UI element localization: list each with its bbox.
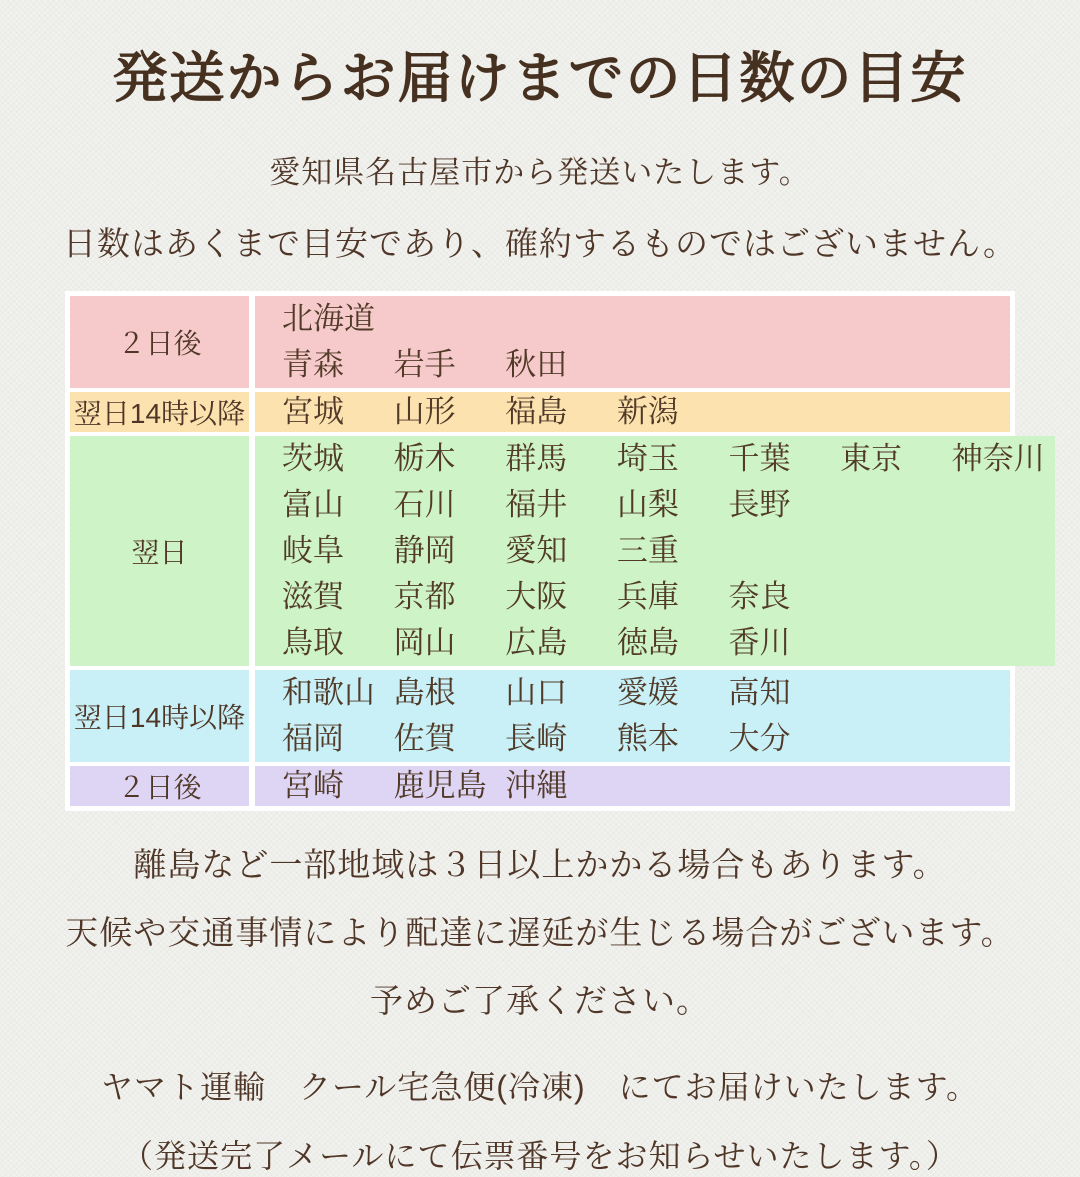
prefecture: 和歌山 [282,675,375,710]
prefecture: 大分 [728,721,791,756]
prefecture-line [282,620,1055,666]
prefecture: 沖縄 [505,768,568,803]
prefecture: 広島 [505,625,568,660]
note-weather-delay: 天候や交通事情により配達に遅延が生じる場合がございます。 [65,914,1015,951]
page-title: 発送からお届けまでの日数の目安 [112,47,968,109]
table-row-south-tohoku [70,392,1010,432]
row-label: ２日後 [70,766,249,806]
prefecture: 新潟 [616,394,679,429]
prefecture: 岡山 [393,625,456,660]
row-prefectures [255,296,1010,388]
row-label: 翌日 [70,436,249,666]
prefecture: 群馬 [505,441,568,476]
row-prefectures [255,392,1010,432]
prefecture: 福井 [505,487,568,522]
prefecture-line [282,766,1010,806]
prefecture-line [282,482,1055,528]
table-row-kyushu-okinawa [70,766,1010,806]
ship-origin-subtitle: 愛知県名古屋市から発送いたします。 [269,155,811,190]
prefecture-line [282,670,1010,716]
prefecture: 島根 [393,675,456,710]
prefecture: 東京 [840,441,903,476]
row-label: 翌日14時以降 [70,670,249,762]
row-label: 翌日14時以降 [70,392,249,432]
row-prefectures [255,766,1010,806]
prefecture: 宮崎 [282,768,344,803]
prefecture: 香川 [728,625,791,660]
prefecture: 山形 [393,394,456,429]
prefecture: 大阪 [505,579,568,614]
table-row-central-japan [70,436,1045,666]
prefecture: 長野 [728,487,791,522]
prefecture: 神奈川 [951,441,1045,476]
prefecture: 福岡 [282,721,344,756]
prefecture: 富山 [282,487,344,522]
prefecture: 高知 [728,675,791,710]
prefecture: 青森 [282,347,344,382]
disclaimer-subtitle: 日数はあくまで目安であり、確約するものではございません。 [63,225,1017,262]
prefecture-line [282,342,1010,388]
carrier-info: ヤマト運輸 クール宅急便(冷凍) にてお届けいたします。 [100,1069,980,1105]
prefecture: 埼玉 [616,441,679,476]
table-row-west-japan [70,670,1010,762]
prefecture-line [282,436,1055,482]
tracking-info: （発送完了メールにて伝票番号をお知らせいたします。） [121,1138,959,1174]
prefecture: 滋賀 [282,579,344,614]
carrier-section [0,1062,1080,1177]
prefecture: 栃木 [393,441,456,476]
delivery-days-table [65,291,1045,811]
row-prefectures [255,670,1010,762]
prefecture: 兵庫 [616,579,679,614]
table-row-hokkaido-tohoku [70,296,1010,388]
prefecture: 山梨 [616,487,679,522]
prefecture-line [282,528,1055,574]
prefecture-line [282,392,1010,432]
prefecture: 愛媛 [616,675,679,710]
prefecture: 岐阜 [282,533,344,568]
prefecture: 石川 [393,487,456,522]
prefecture: 福島 [505,394,568,429]
prefecture: 三重 [616,533,679,568]
prefecture: 愛知 [505,533,568,568]
row-prefectures [255,436,1055,666]
prefecture: 奈良 [728,579,791,614]
prefecture: 茨城 [282,441,344,476]
prefecture: 宮城 [282,394,344,429]
prefecture: 京都 [393,579,456,614]
notes-section [0,839,1080,1022]
prefecture: 岩手 [393,347,456,382]
prefecture: 鹿児島 [393,768,487,803]
prefecture: 長崎 [505,721,568,756]
row-label: ２日後 [70,296,249,388]
note-understanding: 予めご了承ください。 [370,982,710,1019]
prefecture: 山口 [505,675,568,710]
prefecture: 佐賀 [393,721,456,756]
prefecture: 千葉 [728,441,791,476]
note-remote-islands: 離島など一部地域は３日以上かかる場合もあります。 [133,846,947,883]
prefecture: 静岡 [393,533,456,568]
prefecture: 鳥取 [282,625,344,660]
prefecture-line [282,574,1055,620]
prefecture: 熊本 [616,721,679,756]
prefecture: 北海道 [282,301,375,336]
prefecture: 徳島 [616,625,679,660]
prefecture: 秋田 [505,347,568,382]
prefecture-line [282,716,1010,762]
prefecture-line [282,296,1010,342]
